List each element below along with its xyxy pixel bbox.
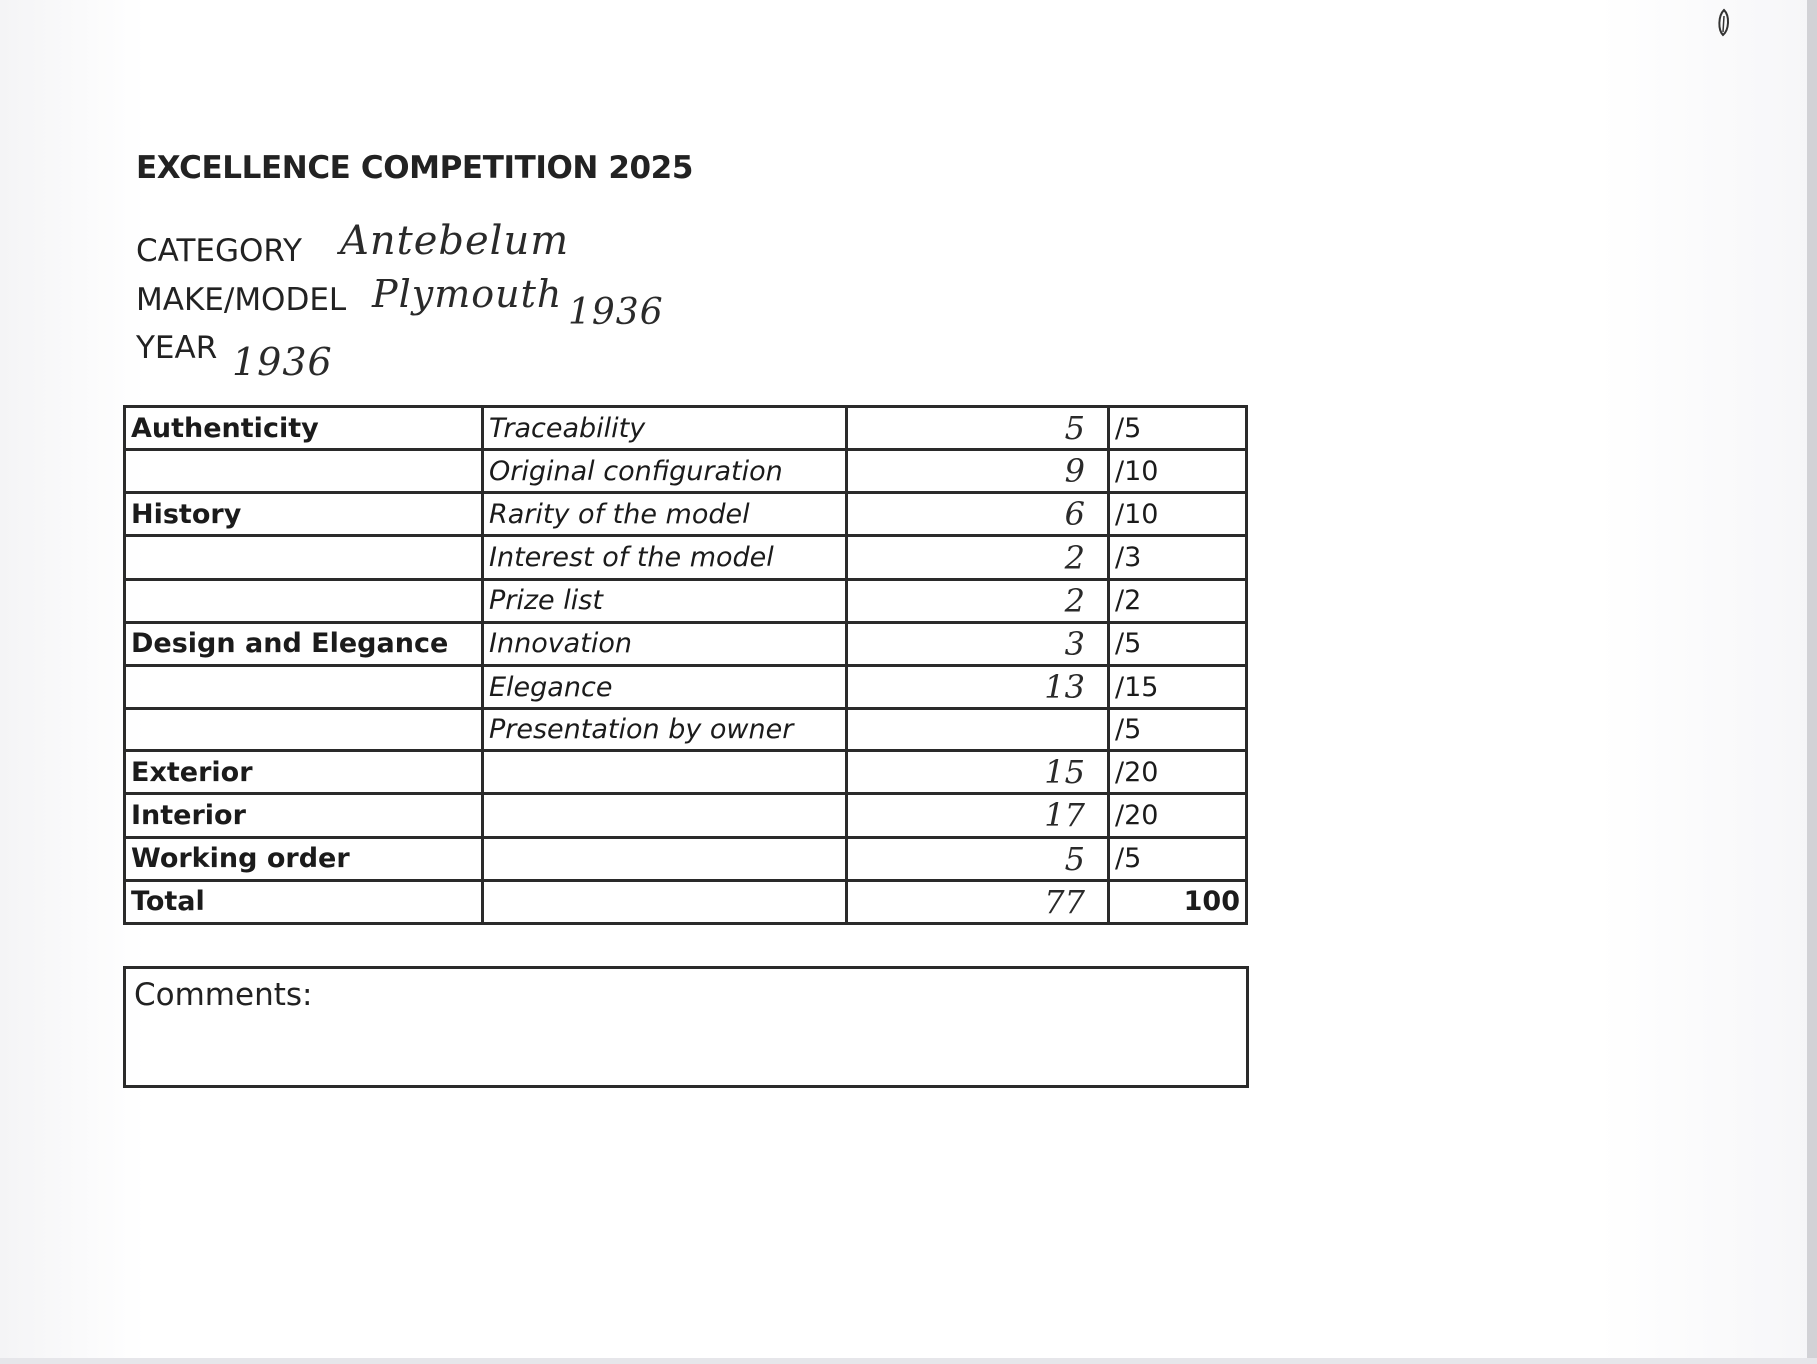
max-points-cell: /2: [1109, 579, 1247, 622]
category-cell: [125, 450, 483, 493]
category-cell: Exterior: [125, 751, 483, 794]
criterion-cell: Interest of the model: [483, 536, 847, 579]
max-points-cell: /10: [1109, 450, 1247, 493]
total-score: 77: [847, 880, 1109, 923]
comments-box: [123, 966, 1249, 1088]
category-cell: [125, 665, 483, 708]
max-points-cell: /15: [1109, 665, 1247, 708]
table-row: [125, 837, 1247, 880]
total-max: 100: [1109, 880, 1247, 923]
max-points-cell: /20: [1109, 794, 1247, 837]
max-points-cell: /20: [1109, 751, 1247, 794]
table-row: [125, 493, 1247, 536]
max-points-cell: /3: [1109, 536, 1247, 579]
score-cell: 6: [847, 493, 1109, 536]
total-row: [125, 880, 1247, 923]
max-points-cell: /5: [1109, 837, 1247, 880]
score-cell: 5: [847, 837, 1109, 880]
table-row: [125, 794, 1247, 837]
score-cell: 15: [847, 751, 1109, 794]
criterion-cell: Presentation by owner: [483, 709, 847, 751]
year-handwritten-value: 1936: [232, 340, 333, 384]
criterion-cell: Innovation: [483, 622, 847, 665]
form-title: EXCELLENCE COMPETITION 2025: [136, 150, 694, 186]
criterion-cell: [483, 751, 847, 794]
criterion-cell: Traceability: [483, 407, 847, 450]
criterion-cell: Prize list: [483, 579, 847, 622]
max-points-cell: /5: [1109, 622, 1247, 665]
table-row: [125, 665, 1247, 708]
category-label: CATEGORY: [136, 233, 302, 269]
table-row: [125, 407, 1247, 450]
comments-label: Comments:: [134, 977, 313, 1013]
make-model-handwritten-year: 1936: [568, 292, 664, 333]
table-row: [125, 751, 1247, 794]
score-cell: 5: [847, 407, 1109, 450]
total-criterion-cell: [483, 880, 847, 923]
category-cell: Design and Elegance: [125, 622, 483, 665]
total-label: Total: [125, 880, 483, 923]
criterion-cell: Original configuration: [483, 450, 847, 493]
category-handwritten-value: Antebelum: [340, 218, 570, 264]
max-points-cell: /5: [1109, 407, 1247, 450]
max-points-cell: /5: [1109, 709, 1247, 751]
category-cell: [125, 709, 483, 751]
table-row: [125, 450, 1247, 493]
score-table: [123, 405, 1248, 925]
criterion-cell: Elegance: [483, 665, 847, 708]
category-cell: Interior: [125, 794, 483, 837]
table-row: [125, 536, 1247, 579]
make-model-label: MAKE/MODEL: [136, 282, 347, 318]
score-cell: [847, 709, 1109, 751]
criterion-cell: [483, 794, 847, 837]
score-cell: 9: [847, 450, 1109, 493]
category-cell: [125, 579, 483, 622]
page-edge-shadow: [1807, 0, 1817, 1364]
category-cell: Authenticity: [125, 407, 483, 450]
score-cell: 2: [847, 579, 1109, 622]
make-model-handwritten-value: Plymouth: [372, 272, 563, 316]
criterion-cell: [483, 837, 847, 880]
category-cell: Working order: [125, 837, 483, 880]
max-points-cell: /10: [1109, 493, 1247, 536]
score-cell: 13: [847, 665, 1109, 708]
page-bottom-edge: [0, 1358, 1817, 1364]
score-cell: 3: [847, 622, 1109, 665]
score-cell: 2: [847, 536, 1109, 579]
category-cell: [125, 536, 483, 579]
score-cell: 17: [847, 794, 1109, 837]
pen-mark-icon: [1714, 8, 1734, 38]
year-label: YEAR: [136, 330, 218, 366]
criterion-cell: Rarity of the model: [483, 493, 847, 536]
table-row: [125, 622, 1247, 665]
table-row: [125, 579, 1247, 622]
table-row: [125, 709, 1247, 751]
category-cell: History: [125, 493, 483, 536]
